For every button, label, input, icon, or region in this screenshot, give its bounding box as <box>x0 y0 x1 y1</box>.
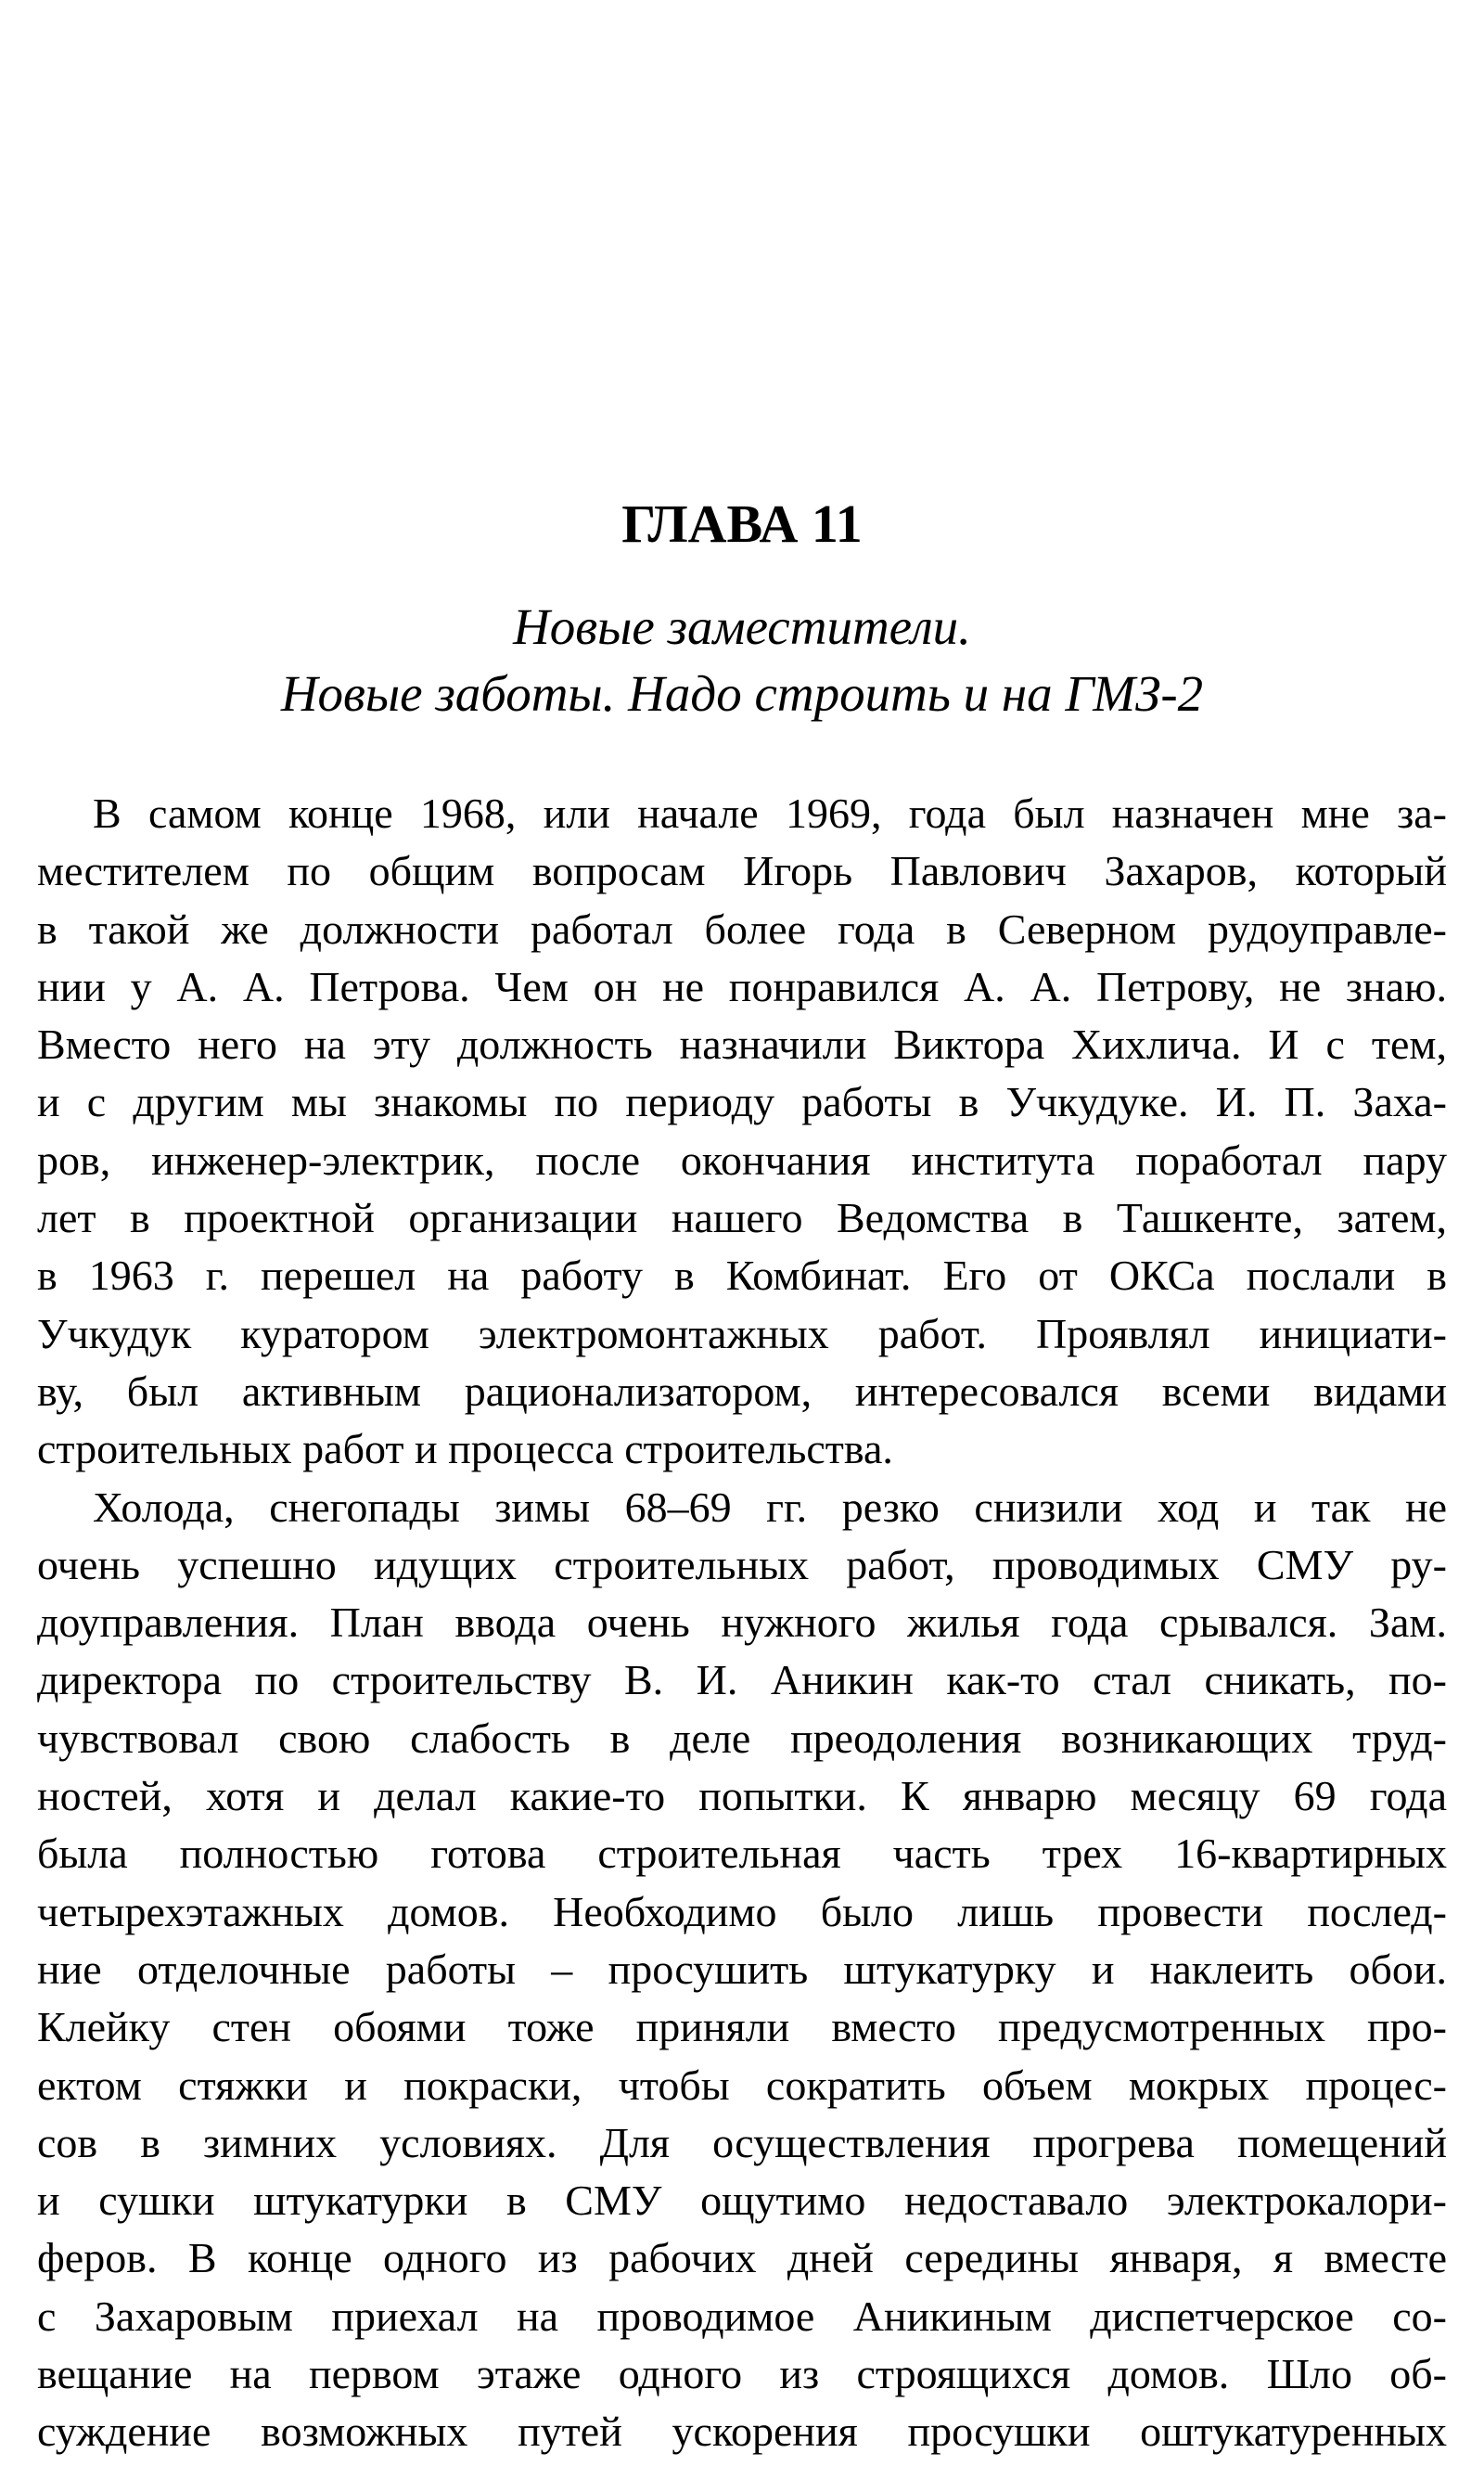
text-line: очень успешно идущих строительных работ, проводимых СМУ ру- <box>37 1540 1447 1588</box>
text-line: ву, был активным рационализатором, интересовался всеми видами <box>37 1367 1447 1415</box>
text-line: была полностью готова строительная часть трех 16-квартирных <box>37 1830 1447 1878</box>
text-line: ров, инженер-электрик, после окончания института поработал пару <box>37 1136 1447 1184</box>
text-line: и с другим мы знакомы по периоду работы в Учкудуке. И. П. Заха- <box>37 1078 1447 1126</box>
text-line: Клейку стен обоями тоже приняли вместо предусмотренных про- <box>37 2003 1447 2051</box>
text-line: феров. В конце одного из рабочих дней середины января, я вместе <box>37 2234 1447 2282</box>
text-line: Вместо него на эту должность назначили Виктора Хихлича. И с тем, <box>37 1021 1447 1069</box>
text-line: ние отделочные работы – просушить штукатурку и наклеить обои. <box>37 1945 1447 1993</box>
text-line: Учкудук куратором электромонтажных работ. Проявлял инициати- <box>37 1309 1447 1357</box>
text-line: сов в зимних условиях. Для осуществления прогрева помещений <box>37 2118 1447 2166</box>
subtitle-line-1: Новые заместители. <box>513 598 971 655</box>
text-line: чувствовал свою слабость в деле преодоления возникающих труд- <box>37 1714 1447 1762</box>
text-line: с Захаровым приехал на проводимое Аникиным диспетчерское со- <box>37 2292 1447 2340</box>
text-line: и сушки штукатурки в СМУ ощутимо недоставало электрокалори- <box>37 2177 1447 2225</box>
text-line: ностей, хотя и делал какие-то попытки. К январю месяцу 69 года <box>37 1772 1447 1820</box>
text-line: в 1963 г. перешел на работу в Комбинат. Его от ОКСа послали в <box>37 1252 1447 1300</box>
text-line: В самом конце 1968, или начале 1969, года был назначен мне за- <box>93 790 1447 837</box>
text-line: суждение возможных путей ускорения просушки оштукатуренных <box>37 2408 1447 2456</box>
text-line: нии у А. А. Петрова. Чем он не понравился А. А. Петрову, не знаю. <box>37 962 1447 1010</box>
chapter-title: ГЛАВА 11 <box>621 494 863 554</box>
text-line: вещание на первом этаже одного из строящихся домов. Шло об- <box>37 2350 1447 2398</box>
text-line: директора по строительству В. И. Аникин как-то стал сникать, по- <box>37 1656 1447 1704</box>
body-text <box>37 785 1447 2461</box>
text-line: местителем по общим вопросам Игорь Павлович Захаров, который <box>37 847 1447 895</box>
text-line: ектом стяжки и покраски, чтобы сократить объем мокрых процес- <box>37 2061 1447 2109</box>
text-line: Холода, снегопады зимы 68–69 гг. резко снизили ход и так не <box>93 1483 1447 1531</box>
text-line: в такой же должности работал более года в Северном рудоуправле- <box>37 905 1447 953</box>
text-line: четырехэтажных домов. Необходимо было лишь провести послед- <box>37 1887 1447 1935</box>
text-line: лет в проектной организации нашего Ведомства в Ташкенте, затем, <box>37 1194 1447 1242</box>
text-line: строительных работ и процесса строительства. <box>37 1425 893 1473</box>
subtitle-line-2: Новые заботы. Надо строить и на ГМЗ-2 <box>280 665 1204 722</box>
chapter-subtitle <box>0 594 1484 727</box>
text-line: доуправления. План ввода очень нужного жилья года срывался. Зам. <box>37 1599 1447 1647</box>
